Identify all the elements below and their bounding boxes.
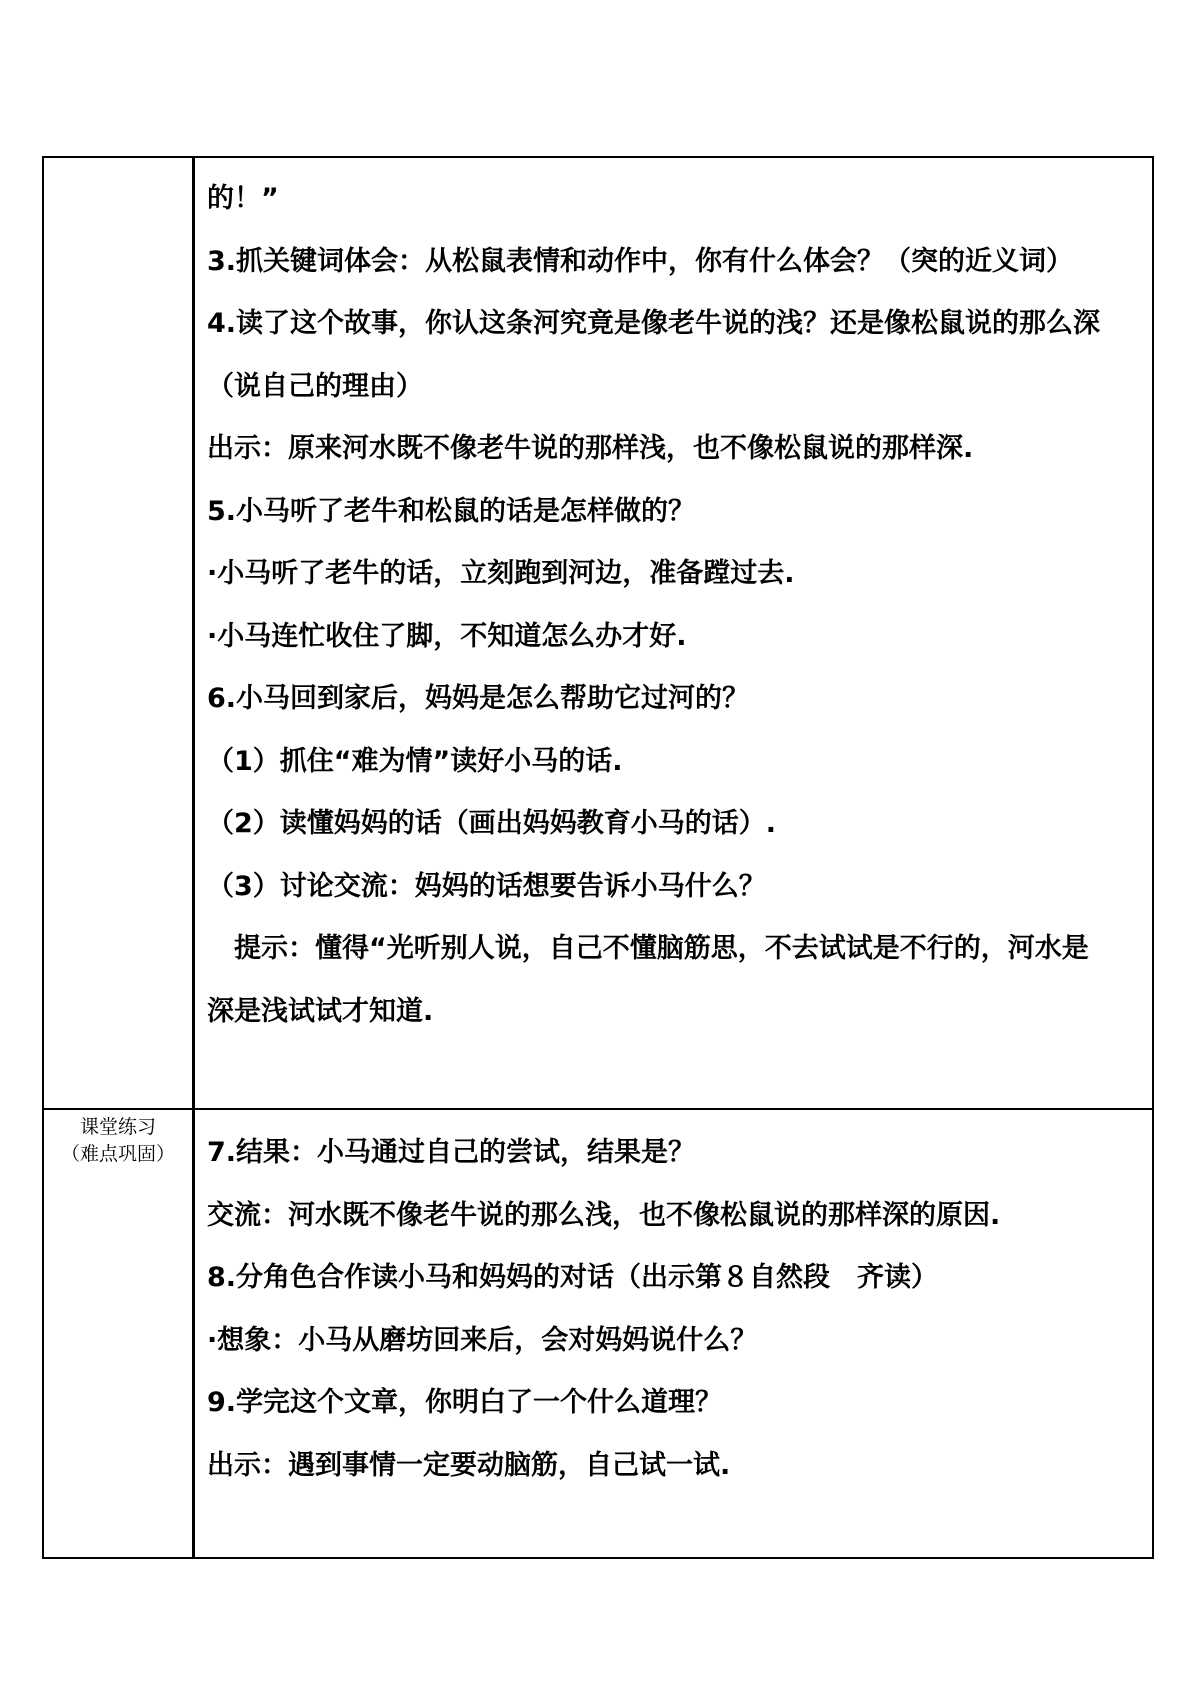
content-line: 的！” [207, 183, 279, 214]
content-line: ·想象：小马从磨坊回来后，会对妈妈说什么？ [207, 1324, 758, 1356]
content-line: ·小马连忙收住了脚，不知道怎么办才好. [207, 620, 687, 652]
content-line: 3.抓关键词体会：从松鼠表情和动作中，你有什么体会？（突的近义词） [207, 245, 1074, 277]
section-label-cell-empty [43, 157, 194, 1109]
content-line: （2）读懂妈妈的话（画出妈妈教育小马的话）. [207, 808, 777, 839]
table-row [43, 157, 1153, 1109]
content-line: 出示：原来河水既不像老牛说的那样浅，也不像松鼠说的那样深. [207, 433, 974, 464]
table-row [43, 1109, 1153, 1558]
content-cell [194, 157, 1154, 1109]
content-line: 出示：遇到事情一定要动脑筋，自己试一试. [207, 1449, 731, 1481]
content-line: 6.小马回到家后，妈妈是怎么帮助它过河的？ [207, 683, 750, 714]
content-line: 提示：懂得“光听别人说，自己不懂脑筋思，不去试试是不行的，河水是 [207, 933, 1089, 964]
content-line: （说自己的理由） [207, 370, 423, 402]
section-label [44, 1110, 192, 1168]
content-line: 交流：河水既不像老牛说的那么浅，也不像松鼠说的那样深的原因. [207, 1199, 1001, 1231]
content-line: 8.分角色合作读小马和妈妈的对话（出示第８自然段 齐读） [207, 1262, 939, 1293]
section-label-title: 课堂练习 [79, 1116, 156, 1138]
content-line: （3）讨论交流：妈妈的话想要告诉小马什么？ [207, 870, 766, 902]
content-line: （1）抓住“难为情”读好小马的话. [207, 745, 623, 777]
content-line: 7.结果：小马通过自己的尝试，结果是？ [207, 1137, 696, 1168]
section-label-cell [43, 1109, 194, 1558]
section-label-subtitle: （难点巩固） [60, 1143, 175, 1165]
content-line: 5.小马听了老牛和松鼠的话是怎样做的？ [207, 495, 696, 527]
content-line: 深是浅试试才知道. [207, 995, 434, 1027]
lesson-plan-table [42, 156, 1154, 1559]
content-cell [194, 1109, 1154, 1558]
content-line: 9.学完这个文章，你明白了一个什么道理？ [207, 1387, 723, 1418]
content-line: 4.读了这个故事，你认这条河究竟是像老牛说的浅？还是像松鼠说的那么深 [207, 308, 1101, 339]
content-line: ·小马听了老牛的话，立刻跑到河边，准备蹚过去. [207, 558, 795, 589]
